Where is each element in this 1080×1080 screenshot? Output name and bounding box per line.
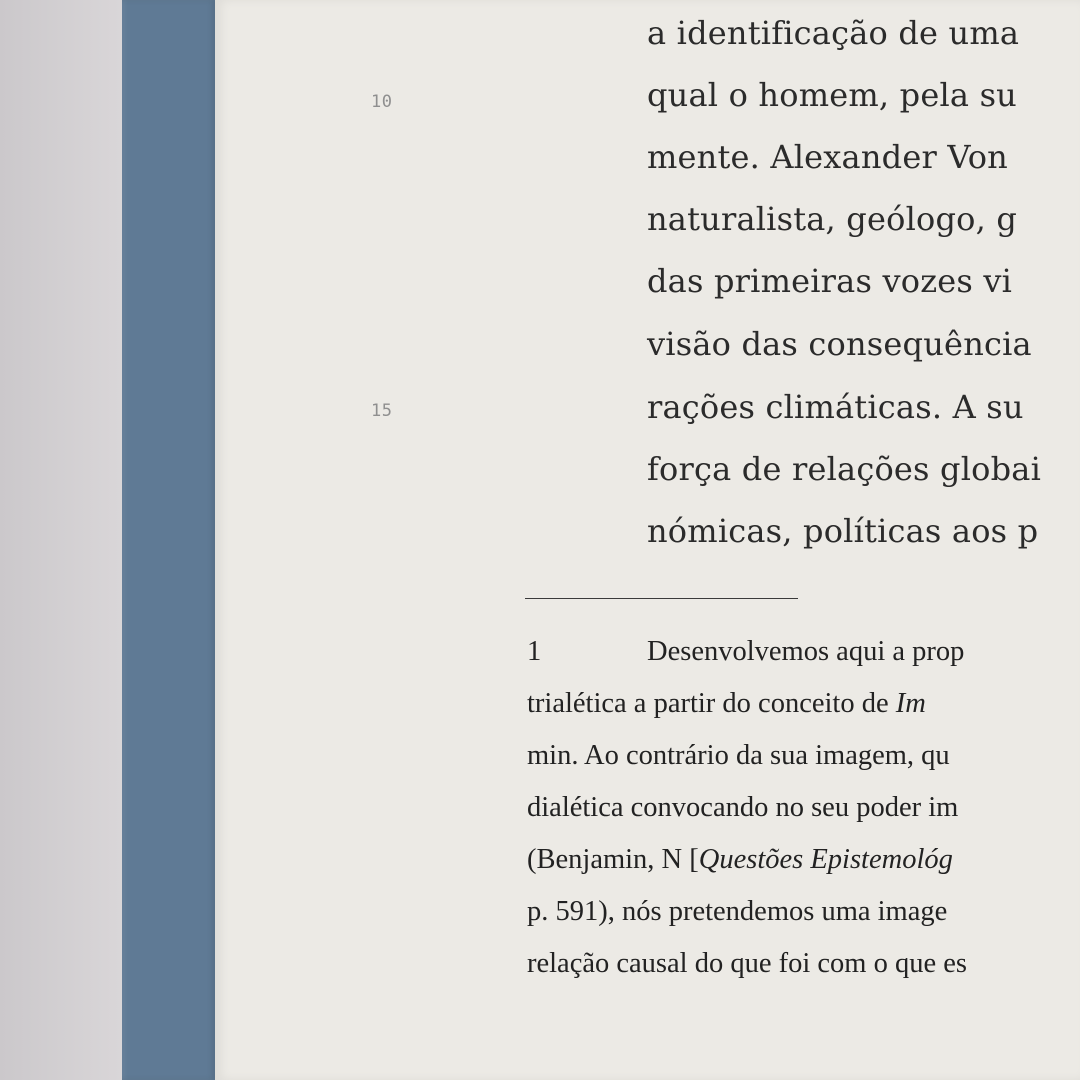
book-spine-strip bbox=[122, 0, 215, 1080]
footnote-text: trialética a partir do conceito de bbox=[527, 688, 896, 719]
body-text-line: rações climáticas. A su bbox=[647, 388, 1024, 426]
footnote-line: relação causal do que foi com o que es bbox=[527, 948, 967, 979]
footnote-line: p. 591), nós pretendemos uma image bbox=[527, 896, 948, 927]
footnote-line bbox=[527, 843, 953, 877]
body-text-line: visão das consequência bbox=[647, 325, 1032, 363]
body-text-line: força de relações globai bbox=[647, 450, 1042, 488]
body-text-line: mente. Alexander Von bbox=[647, 138, 1008, 176]
footnote-separator-rule bbox=[525, 598, 798, 599]
line-number-15: 15 bbox=[371, 401, 393, 421]
footnote-italic-text: Questões Epistemológ bbox=[698, 844, 953, 875]
footnote-line: min. Ao contrário da sua imagem, qu bbox=[527, 740, 950, 771]
body-text-line: qual o homem, pela su bbox=[647, 76, 1017, 114]
background-surface bbox=[0, 0, 122, 1080]
footnote-marker: 1 bbox=[527, 636, 542, 667]
body-text-line: a identificação de uma bbox=[647, 14, 1020, 52]
body-text-line: nómicas, políticas aos p bbox=[647, 512, 1039, 550]
footnote-line bbox=[527, 687, 926, 721]
footnote-line: dialética convocando no seu poder im bbox=[527, 792, 959, 823]
body-text-line: das primeiras vozes vi bbox=[647, 262, 1013, 300]
footnote-text: (Benjamin, N [ bbox=[527, 844, 699, 875]
book-page bbox=[215, 0, 1080, 1080]
line-number-10: 10 bbox=[371, 92, 393, 112]
footnote-italic-text: Im bbox=[895, 688, 926, 719]
body-text-line: naturalista, geólogo, g bbox=[647, 200, 1018, 238]
footnote-line: Desenvolvemos aqui a prop bbox=[647, 636, 965, 667]
